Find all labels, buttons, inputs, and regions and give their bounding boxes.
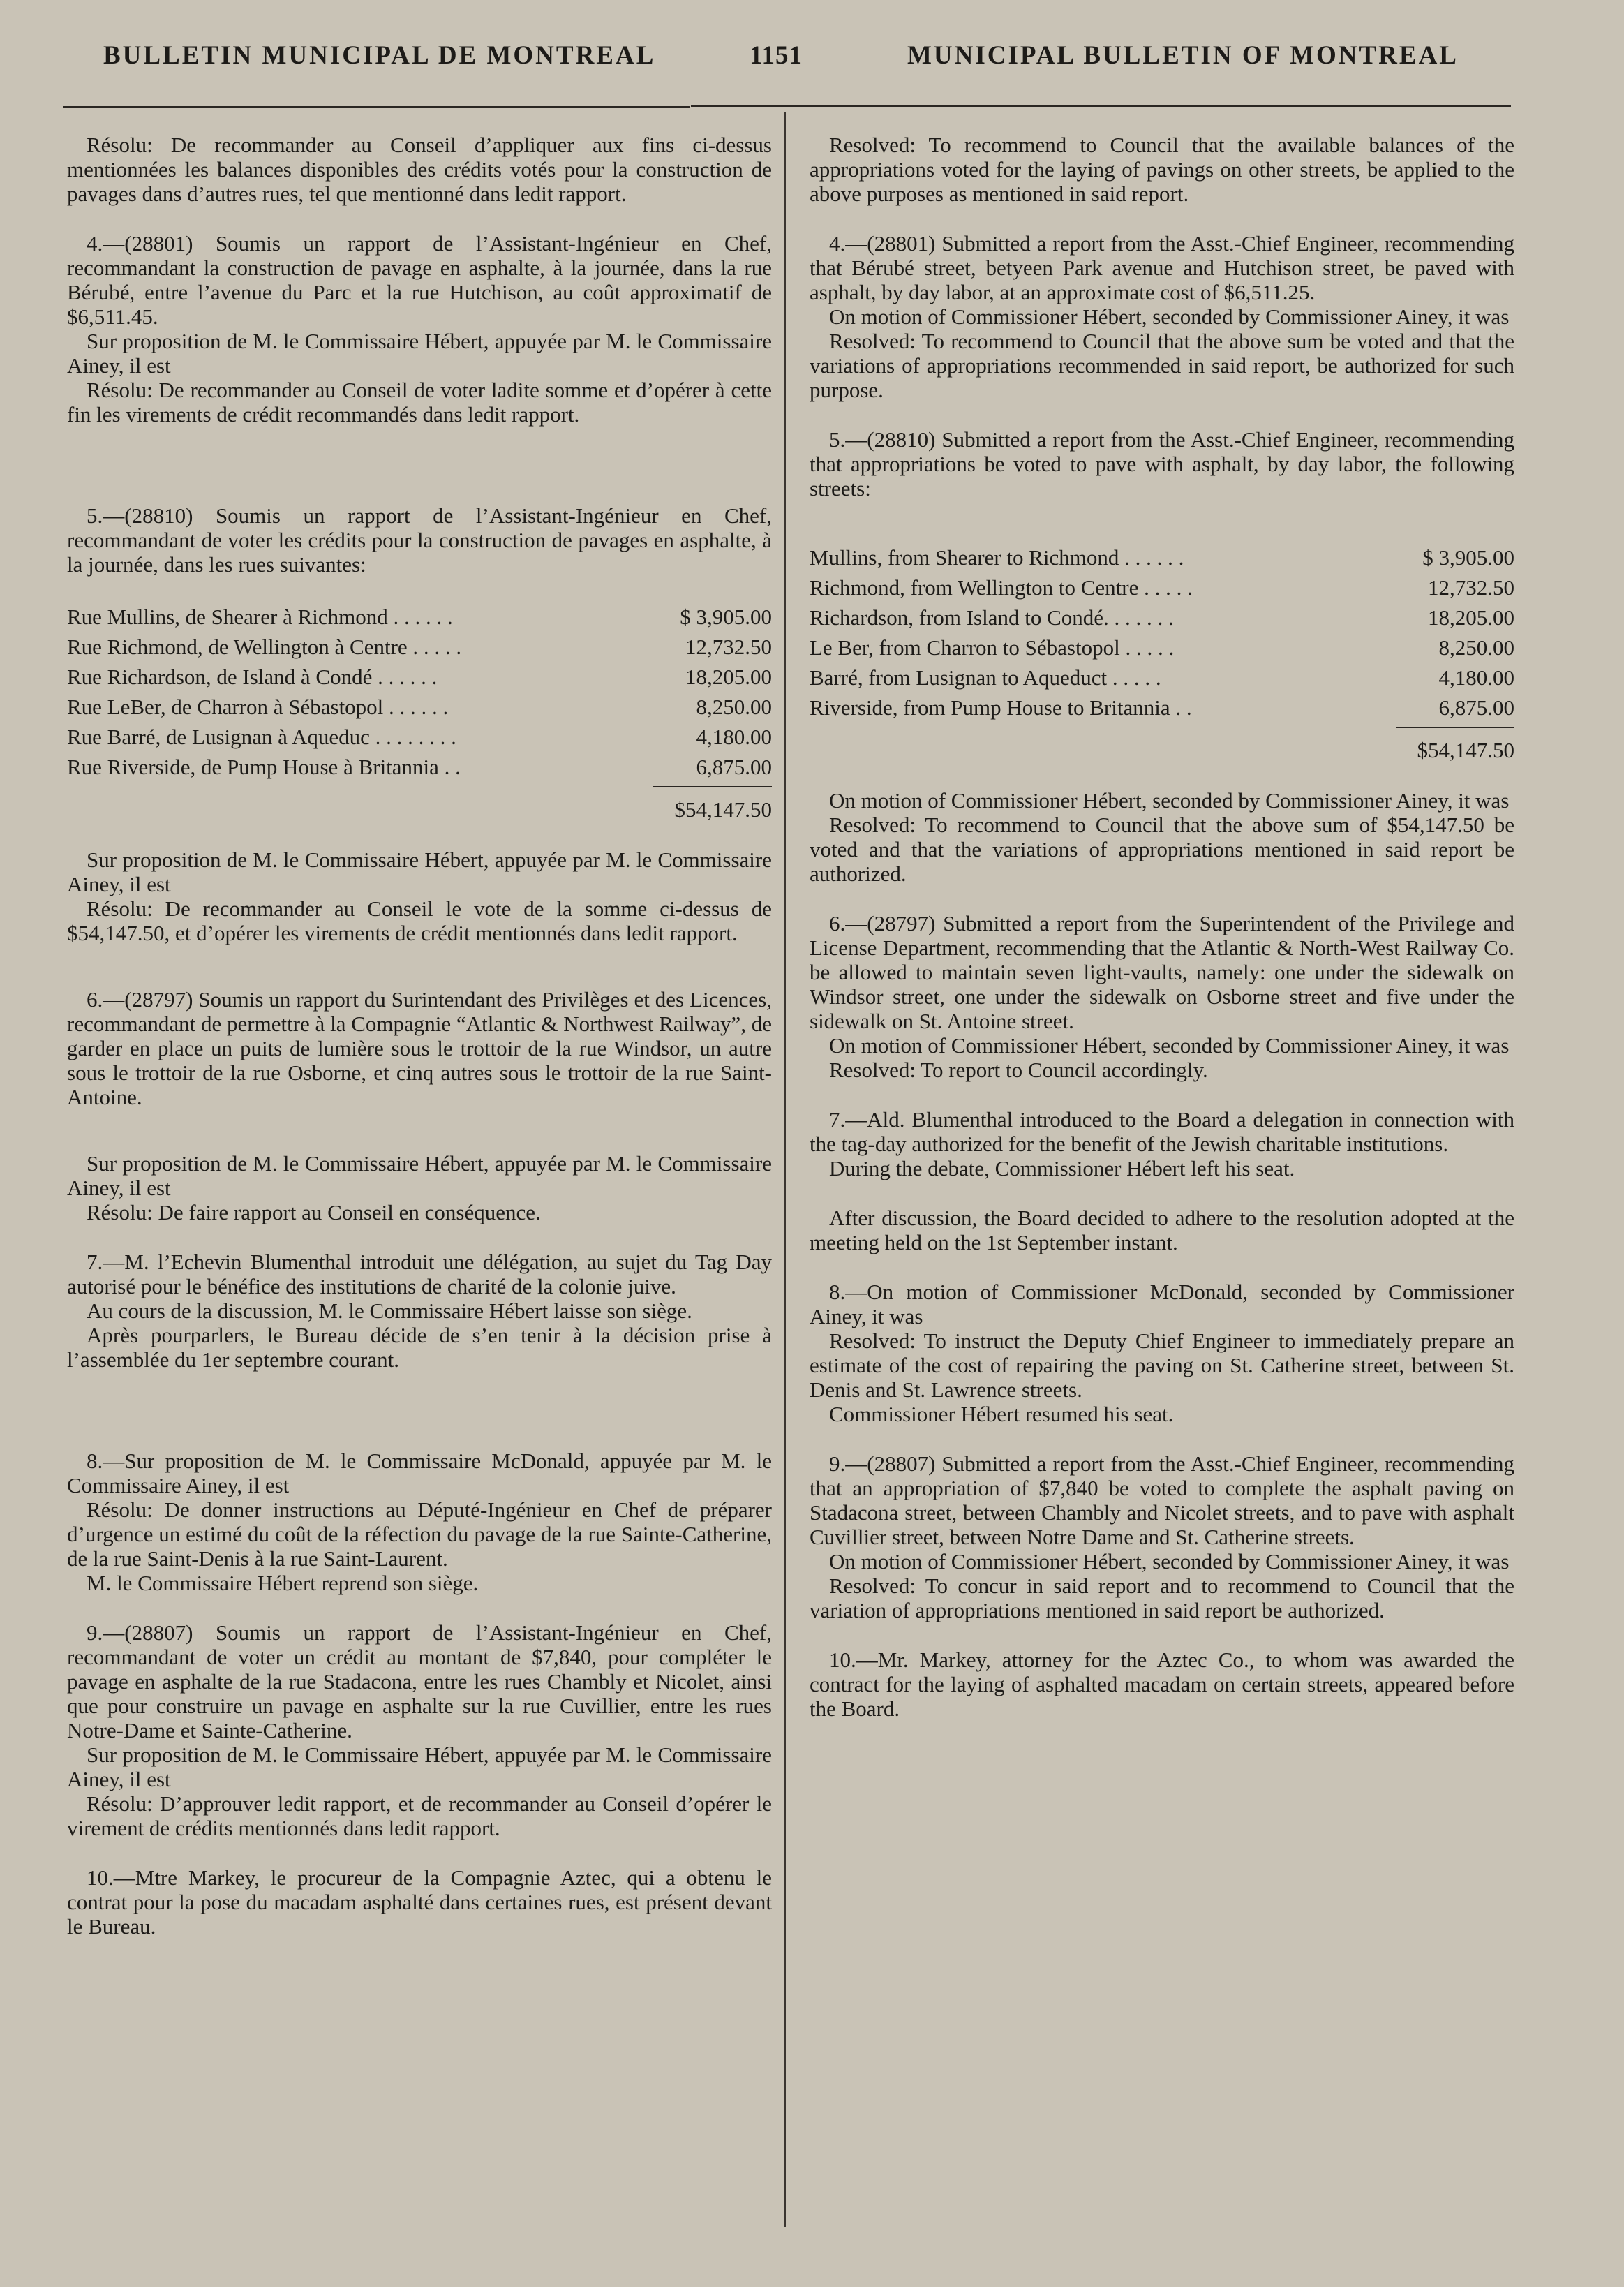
fr-item-5-motion: Sur proposition de M. le Commissaire Hébert, appuyée par M. le Commissaire Ainey, il est (67, 848, 772, 896)
fr-item-4-motion: Sur proposition de M. le Commissaire Hébert, appuyée par M. le Commissaire Ainey, il est (67, 329, 772, 378)
street-amount: $ 3,905.00 (680, 605, 772, 629)
en-item-7: 7.—Ald. Blumenthal introduced to the Board a delegation in connection with the tag-day authorized for the benefit of the Jewish charitable institutions. (810, 1107, 1514, 1156)
fr-item-10: 10.—Mtre Markey, le procureur de la Compagnie Aztec, qui a obtenu le contrat pour la pose du macadam asphalté dans certaines rues, est présent devant le Bureau. (67, 1865, 772, 1939)
street-amount: 12,732.50 (685, 635, 772, 659)
en-item-9: 9.—(28807) Submitted a report from the Asst.-Chief Engineer, recommending that an appropriation of $7,840 be voted to complete the asphalt paving on Stadacona street, between Chambly and Nicolet streets, and to pave with asphalt Cuvillier street, between Notre Dame and St. Catherine streets. (810, 1451, 1514, 1549)
street-amount: 4,180.00 (1438, 665, 1514, 690)
table-row (810, 572, 1514, 602)
fr-item-7-decision: Après pourparlers, le Bureau décide de s’en tenir à la décision prise à l’assemblée du 1er septembre courant. (67, 1323, 772, 1372)
street-name: Rue Richardson, de Island à Condé . . . . . . (67, 665, 438, 689)
en-item-6-resolution: Resolved: To report to Council accordingly. (829, 1058, 1208, 1082)
en-item-10: 10.—Mr. Markey, attorney for the Aztec Co., to whom was awarded the contract for the laying of asphalted macadam on certain streets, appeared before the Board. (810, 1648, 1514, 1721)
en-item-9-resolution: Resolved: To concur in said report and to recommend to Council that the variation of appropriations mentioned in said report be authorized. (810, 1574, 1514, 1622)
en-item-7-debate: During the debate, Commissioner Hébert left his seat. (829, 1156, 1295, 1180)
table-row (810, 542, 1514, 572)
en-item-4: 4.—(28801) Submitted a report from the Asst.-Chief Engineer, recommending that Bérubé street, betyeen Park avenue and Hutchison street, be paved with asphalt, by day labor, at an approximate cost of $6,511.25. (810, 231, 1514, 304)
street-amount: 8,250.00 (1438, 635, 1514, 660)
en-streets-table (810, 542, 1514, 723)
en-item-5-resolution: Resolved: To recommend to Council that the above sum of $54,147.50 be voted and that the variations of appropriations mentioned in said report be authorized. (810, 813, 1514, 886)
street-name: Riverside, from Pump House to Britannia . . (810, 695, 1192, 720)
fr-item-6-resolution: Résolu: De faire rapport au Conseil en conséquence. (87, 1200, 541, 1224)
street-name: Richmond, from Wellington to Centre . . . . . (810, 575, 1193, 600)
fr-item-7-debate: Au cours de la discussion, M. le Commissaire Hébert laisse son siège. (87, 1298, 692, 1323)
en-item-4-resolution: Resolved: To recommend to Council that the above sum be voted and that the variations of appropriations recommended in said report, be authorized for such purpose. (810, 329, 1514, 402)
table-row (67, 602, 772, 632)
street-amount: 6,875.00 (696, 755, 772, 779)
page-number: 1151 (750, 41, 803, 70)
header-rule-left (63, 106, 690, 108)
street-name: Mullins, from Shearer to Richmond . . . . . . (810, 545, 1184, 570)
fr-item-6-motion: Sur proposition de M. le Commissaire Hébert, appuyée par M. le Commissaire Ainey, il est (67, 1151, 772, 1200)
en-item-4-motion: On motion of Commissioner Hébert, seconded by Commissioner Ainey, it was (829, 304, 1510, 329)
street-amount: 6,875.00 (1438, 695, 1514, 720)
english-column (810, 133, 1514, 1721)
en-resolution: Resolved: To recommend to Council that the available balances of the appropriations voted for the laying of pavings on other streets, be applied to the above purposes as mentioned in said report. (810, 133, 1514, 206)
table-row (810, 693, 1514, 723)
street-name: Barré, from Lusignan to Aqueduct . . . . . (810, 665, 1161, 690)
header-french-title: BULLETIN MUNICIPAL DE MONTREAL (103, 41, 656, 70)
fr-streets-table (67, 602, 772, 782)
table-row (67, 662, 772, 692)
street-name: Rue Richmond, de Wellington à Centre . . . . . (67, 635, 462, 659)
en-streets-total: $54,147.50 (1396, 727, 1514, 763)
fr-item-9-resolution: Résolu: D’approuver ledit rapport, et de recommander au Conseil d’opérer le virement de crédits mentionnés dans ledit rapport. (67, 1791, 772, 1840)
street-amount: 18,205.00 (685, 665, 772, 689)
street-amount: 4,180.00 (696, 725, 772, 749)
en-item-5: 5.—(28810) Submitted a report from the Asst.-Chief Engineer, recommending that appropriations be voted to pave with asphalt, by day labor, the following streets: (810, 427, 1514, 501)
en-item-6: 6.—(28797) Submitted a report from the Superintendent of the Privilege and License Department, recommending that the Atlantic & North-West Railway Co. be allowed to maintain seven light-vaults, namely: one under the sidewalk on Windsor street, one under the sidewalk on Osborne street and five under the sidewalk on St. Antoine street. (810, 911, 1514, 1033)
en-item-8-resolution: Resolved: To instruct the Deputy Chief Engineer to immediately prepare an estimate of the cost of repairing the paving on St. Catherine street, between St. Denis and St. Lawrence streets. (810, 1328, 1514, 1402)
header-english-title: MUNICIPAL BULLETIN OF MONTREAL (907, 41, 1459, 70)
fr-item-9: 9.—(28807) Soumis un rapport de l’Assistant-Ingénieur en Chef, recommandant de voter un crédit au montant de $7,840, pour compléter le pavage en asphalte de la rue Stadacona, entre les rues Chambly et Nicolet, ainsi que pour construire un pavage en asphalte sur la rue Cuvillier, entre les rues Notre-Dame et Sainte-Catherine. (67, 1620, 772, 1742)
header-rule-right (691, 105, 1511, 107)
street-name: Rue LeBer, de Charron à Sébastopol . . . . . . (67, 695, 449, 719)
en-item-8: 8.—On motion of Commissioner McDonald, seconded by Commissioner Ainey, it was (810, 1280, 1514, 1328)
street-name: Rue Riverside, de Pump House à Britannia . . (67, 755, 461, 779)
fr-resolution: Résolu: De recommander au Conseil d’appliquer aux fins ci-dessus mentionnées les balances disponibles des crédits votés pour la construction de pavages dans d’autres rues, tel que mentionné dans ledit rapport. (67, 133, 772, 206)
fr-streets-total: $54,147.50 (653, 786, 772, 822)
table-row (67, 722, 772, 752)
fr-item-9-motion: Sur proposition de M. le Commissaire Hébert, appuyée par M. le Commissaire Ainey, il est (67, 1742, 772, 1791)
table-row (810, 663, 1514, 693)
fr-item-8: 8.—Sur proposition de M. le Commissaire McDonald, appuyée par M. le Commissaire Ainey, il est (67, 1449, 772, 1497)
fr-item-5: 5.—(28810) Soumis un rapport de l’Assistant-Ingénieur en Chef, recommandant de voter les crédits pour la construction de pavages en asphalte, à la journée, dans les rues suivantes: (67, 503, 772, 577)
french-column (67, 133, 772, 1939)
en-item-9-motion: On motion of Commissioner Hébert, seconded by Commissioner Ainey, it was (829, 1549, 1510, 1574)
fr-item-8-resumes: M. le Commissaire Hébert reprend son siège. (87, 1571, 479, 1595)
street-amount: 18,205.00 (1428, 605, 1514, 630)
fr-item-8-resolution: Résolu: De donner instructions au Député-Ingénieur en Chef de préparer d’urgence un estimé du coût de la réfection du pavage de la rue Sainte-Catherine, de la rue Saint-Denis à la rue Saint-Laurent. (67, 1497, 772, 1571)
fr-item-6: 6.—(28797) Soumis un rapport du Surintendant des Privilèges et des Licences, recommandant de permettre à la Compagnie “Atlantic & Northwest Railway”, de garder en place un puits de lumière sous le trottoir de la rue Windsor, un autre sous le trottoir de la rue Osborne, et cinq autres sous le trottoir de la rue Saint-Antoine. (67, 987, 772, 1109)
street-amount: 12,732.50 (1428, 575, 1514, 600)
street-name: Rue Barré, de Lusignan à Aqueduc . . . . . . . . (67, 725, 456, 749)
table-row (67, 632, 772, 662)
en-item-7-decision: After discussion, the Board decided to adhere to the resolution adopted at the meeting held on the 1st September instant. (810, 1206, 1514, 1254)
table-row (810, 632, 1514, 663)
fr-item-4: 4.—(28801) Soumis un rapport de l’Assistant-Ingénieur en Chef, recommandant la construction de pavage en asphalte, à la journée, dans la rue Bérubé, entre l’avenue du Parc et la rue Hutchison, au coût approximatif de $6,511.45. (67, 231, 772, 329)
en-item-8-resumes: Commissioner Hébert resumed his seat. (829, 1402, 1174, 1426)
fr-item-7: 7.—M. l’Echevin Blumenthal introduit une délégation, au sujet du Tag Day autorisé pour le bénéfice des institutions de charité de la colonie juive. (67, 1250, 772, 1298)
street-amount: 8,250.00 (696, 695, 772, 719)
en-item-5-motion: On motion of Commissioner Hébert, seconded by Commissioner Ainey, it was (829, 788, 1510, 813)
fr-item-4-resolution: Résolu: De recommander au Conseil de voter ladite somme et d’opérer à cette fin les virements de crédit recommandés dans ledit rapport. (67, 378, 772, 427)
table-row (810, 602, 1514, 632)
table-row (67, 692, 772, 722)
column-divider (784, 112, 786, 2227)
en-item-6-motion: On motion of Commissioner Hébert, seconded by Commissioner Ainey, it was (829, 1033, 1510, 1058)
fr-item-5-resolution: Résolu: De recommander au Conseil le vote de la somme ci-dessus de $54,147.50, et d’opérer les virements de crédit mentionnés dans ledit rapport. (67, 896, 772, 945)
street-name: Rue Mullins, de Shearer à Richmond . . . . . . (67, 605, 453, 629)
table-row (67, 752, 772, 782)
street-name: Le Ber, from Charron to Sébastopol . . . . . (810, 635, 1175, 660)
street-name: Richardson, from Island to Condé. . . . . . . (810, 605, 1174, 630)
street-amount: $ 3,905.00 (1422, 545, 1514, 570)
